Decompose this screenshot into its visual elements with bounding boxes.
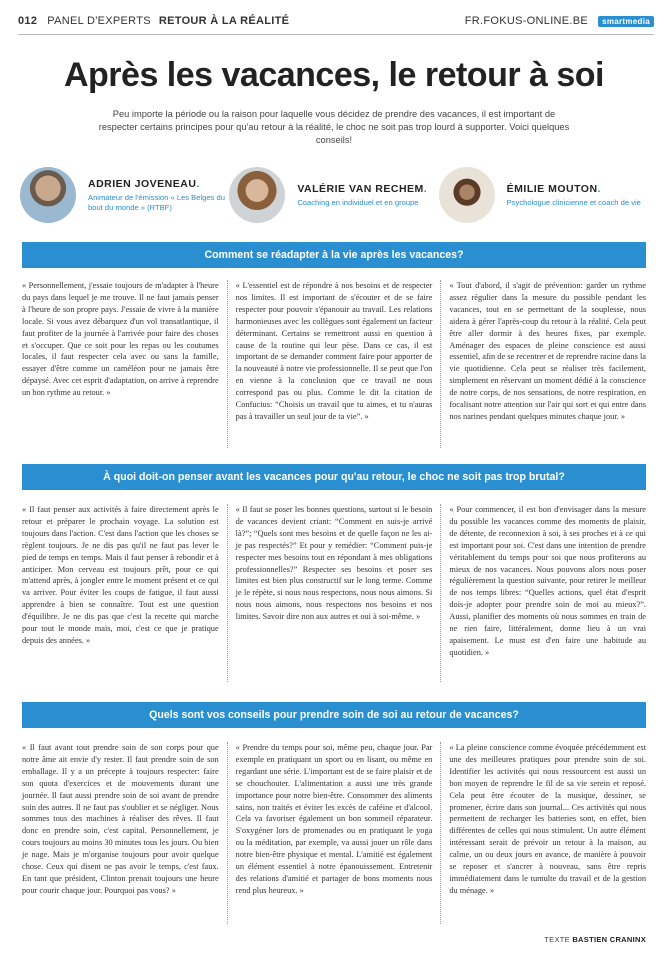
answer-text: « Il faut avant tout prendre soin de son corps pour que notre âme ait envie d'y rester. Il faut prendre soin de son emballage. Il y a un précepte à toujours respecter: faire son quota d'exercices et de mouvements durant une journée. Il faut aussi prendre soin de soi avant de prendre soin des autres. Il ne faut pas s'oublier et se négliger. Nous sommes tous des machines à réaliser des rêves. Il faut donc en prendre soin, c'est capital. Personnellement, je cours toujours au moins 30 minutes tous les jours. Ou bien je nage. Mais je m'organise toujours pour avoir quelque chose. Ceux qui disent ne pas avoir le temps, c'est faux. En tant que président, Clinton prenait toujours une heure pour courir chaque jour. Pourquoi pas vous? » [22,743,219,895]
expert-name: ADRIEN JOVENEAU. [88,177,200,190]
answer-text: « La pleine conscience comme évoquée précédemment est une des meilleures pratiques pour prendre soin de soi. Identifier les activités qui nous ressourcent est aussi un bon moyen de reprendre le fil de sa vie serein et reposé. Cela peut être écouter de la musique, dessiner, se promener, écrire dans son journal... Ces activités qui nous permettent de recharger les batteries sont, en effet, bien différentes de celles qui nous stimulent. Un autre élément intéressant serait de prévoir un retour à la maison, au calme, un ou deux jours en avance, de manière à pouvoir se reposer et s'ancrer à nouveau, sans être repris immédiatement dans le tumulte du travail et de la gestion du ménage. » [440,742,646,924]
page-number: 012 [18,15,38,27]
answer-columns [22,280,646,448]
expert-role: Psychologue clinicienne et coach de vie [506,197,641,207]
page-header [18,10,654,32]
answer-text: « Tout d'abord, il s'agit de prévention: garder un rythme assez régulier dans la mesure du possible pendant les vacances, tout en se permettant de la souplesse, nous aidera à gérer l'après-coup du retour à la réalité. Cela peut être aller dormir à des heures fixes, par exemple. Aménager des espaces de pleine conscience est aussi essentiel, afin de se recentrer et de reprendre racine dans la vie quotidienne. Cela peut se réaliser très facilement, simplement en réservant un moment dédié à la conscience de notre corps, de nos sensations, de notre respiration, en focalisant notre attention sur l'air qui sort et qui entre dans nos narines pendant quelques minutes chaque jour. » [440,280,646,448]
answer-columns [22,742,646,924]
expert-card [20,163,229,227]
site-url[interactable]: FR.FOKUS-ONLINE.BE [464,15,589,27]
question-band: Quels sont vos conseils pour prendre soin de soi au retour de vacances? [22,702,646,728]
answer-text: « Pour commencer, il est bon d'envisager dans la mesure du possible les vacances comme des moments de plaisir, de détente, de reconnexion à soi, à ses proches et à ce qui est important pour soi. C'est dans une intention de prendre véritablement du temps pour soi que nous profiterons au mieux de nos vacances. Nous pouvons alors nous poser régulièrement la question suivante, pour retirer le meilleur de nos temps libres: “Quelles actions, quel état d'esprit dois-je adopter pour prendre soin de moi au mieux?”. Aussi, planifier des moments où nous sommes en train de ne rien faire, littéralement, donne lieu à un vrai apaisement. Le must est d'en faire une habitude au quotidien. » [440,504,646,682]
expert-card [439,163,648,227]
author-credit: TEXTE BASTIEN CRANINX [544,935,646,944]
expert-role: Animateur de l'émission « Les Belges du bout du monde » (RTBF) [88,192,225,212]
answer-text: « Il faut se poser les bonnes questions, surtout si le besoin de vacances devient criant: “Comment en suis-je arrivé là?”; “Quels sont mes besoins et de quelle façon ne les ai-je pas respectés?” Et pour y remédier: “Comment puis-je respecter mes besoins tout en répondant à mes obligations professionnelles?” Respecter ses besoins et poser ses limites est bien plus constructif sur le long terme. Comme je le répète, si nous nous respectons, nous nous aimons. Si nous nous aimons, nous respectons nos besoins et nos limites. Savoir dire non aux autres et oui à soi-même. » [227,504,441,682]
article-intro: Peu importe la période ou la raison pour laquelle vous décidez de prendre des vacances, il est important de respecter certains principes pour qu'au retour à la réalité, le choc ne soit pas trop lourd à supporter. Voici quelques conseils! [98,109,570,145]
question-band: À quoi doit-on penser avant les vacances pour qu'au retour, le choc ne soit pas trop brutal? [22,464,646,490]
answer-text: « L'essentiel est de répondre à nos besoins et de respecter nos limites. Il est important de s'écouter et de se faire respecter pour pouvoir s'épanouir au travail. Les relations harmonieuses avec les collègues sont également un facteur déterminant. Certains se remettront aussi en question à cause de la routine qui leur pèse. Dans ce cas, il est important de se demander comment faire pour apporter de la nouveauté à notre vie professionnelle. Il se peut que l'on en vienne à la conclusion que ce travail ne nous correspond pas ou plus. Comme le dit la citation de Confucius: “Choisis un travail que tu aimes, et tu n'auras pas à travailler un seul jour de ta vie”. » [227,280,441,448]
expert-card [229,163,438,227]
expert-role: Coaching en individuel et en groupe [297,197,419,207]
expert-panel [20,163,648,227]
section-title: RETOUR À LA RÉALITÉ [158,15,290,27]
article-title: Après les vacances, le retour à soi [63,56,604,94]
avatar [229,167,285,223]
question-band: Comment se réadapter à la vie après les vacances? [22,242,646,268]
avatar [20,167,76,223]
expert-name: VALÉRIE VAN RECHEM. [297,182,428,195]
header-divider [18,34,654,35]
answer-columns [22,504,646,682]
avatar [439,167,495,223]
expert-name: ÉMILIE MOUTON. [506,182,601,195]
answer-text: « Personnellement, j'essaie toujours de m'adapter à l'heure du pays dans lequel je me trouve. Il ne faut jamais penser à l'heure de son propre pays. J'essaie de vivre à la manière locale. Si vous avez débarquez d'un vol transatlantique, il faut profiter de la journée à l'arrivée pour faire des choses et s'occuper. Que ce soit pour les repas ou les coutumes locales, il faut respecter cela avec ou sans la famille, essayer d'être comme un caméléon pour ne jamais être dépaysé. Avec cet esprit d'adaptation, on arrive à reprendre un bon rythme au retour. » [22,281,219,398]
answer-text: « Prendre du temps pour soi, même peu, chaque jour. Par exemple en pratiquant un sport ou en lisant, ou même en regardant une série. L'important est de se faire plaisir et de se chouchouter. L'alimentation a aussi une très grande importance pour notre bien-être. Consommer des aliments sains, non traités et éviter les excès de caféine et d'alcool. Cela va favoriser également un bon sommeil réparateur. S'oxygéner lors de promenades ou en pratiquant le yoga ou la méditation, par exemple, va aussi jouer un rôle dans notre bien-être physique et mental. L'amitié est également un élément essentiel à notre épanouissement. Entretenir des relations d'amitié et partager de bons moments nous rend plus heureux. » [227,742,441,924]
section-label: PANEL D'EXPERTS [47,15,151,27]
answer-text: « Il faut penser aux activités à faire directement après le retour et préparer le prochain voyage. La solution est toujours dans l'action. C'est dans l'action que les choses se règlent toujours. Je ne dis pas qu'il ne faut pas lever le pied de temps en temps. Mais il faut penser à rebondir et à anticiper. Mon cerveau est toujours prêt, pour ce qui m'attend après, à jongler entre le moment présent et ce qui va arriver. Pour éviter les coups de fatigue, il faut aussi apprendre à bien se connaître. Tout est une question d'équilibre. Je ne dis pas que c'est la recette qui marche pour tout le monde mais, moi, c'est ce que je pratique depuis des années. » [22,505,219,645]
publisher-logo: smartmedia [598,16,654,27]
